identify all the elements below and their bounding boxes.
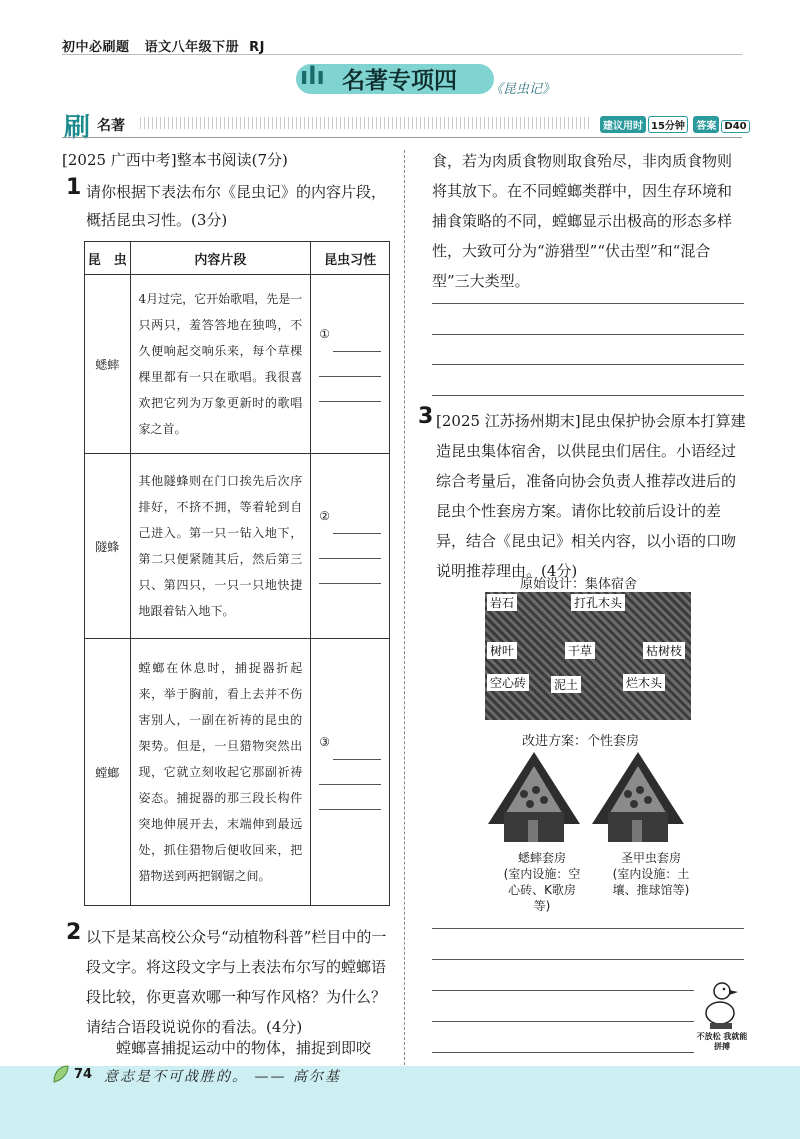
figure-caption-improved: 改进方案：个性套房 bbox=[522, 734, 640, 749]
leaf-icon bbox=[52, 1064, 70, 1084]
answer-line[interactable] bbox=[432, 990, 694, 991]
q3-text: [2025 江苏扬州期末]昆虫保护协会原本打算建造昆虫集体宿舍，以供昆虫们居住。小语经过综合考量后，准备向协会负责人推荐改进后的昆虫个性套房方案。请你比较前后设计的差异，结合《昆虫记》相关内容，以小语的口吻说明推荐理由。(4分) bbox=[436, 412, 746, 580]
q2-number: 2 bbox=[66, 920, 82, 945]
answer-line[interactable] bbox=[432, 1021, 694, 1022]
q2-text: 以下是某高校公众号“动植物科普”栏目中的一段文字。将这段文字与上表法布尔写的螳螂语段比较，你更喜欢哪一种写作风格？为什么？请结合语段说说你的看法。(4分) bbox=[86, 928, 387, 1036]
answer-line[interactable] bbox=[432, 364, 744, 365]
q2-passage-start: 螳螂喜捕捉运动中的物体，捕捉到即咬 bbox=[116, 1039, 372, 1057]
collective-dorm-photo: 岩石 打孔木头 树叶 干草 枯树枝 空心砖 泥土 烂木头 bbox=[485, 592, 691, 720]
header-rule bbox=[62, 54, 742, 55]
cricket-house bbox=[488, 752, 580, 842]
q1-text: 请你根据下表法布尔《昆虫记》的内容片段，概括昆虫习性。(3分) bbox=[86, 183, 387, 229]
answer-line[interactable] bbox=[432, 928, 744, 929]
section-shua: 刷 bbox=[64, 113, 91, 143]
running-header: 初中必刷题 语文八年级下册 RJ bbox=[62, 40, 266, 55]
section-stripe bbox=[140, 117, 590, 129]
answer-line[interactable] bbox=[432, 303, 744, 304]
time-recommendation: 建议用时 15分钟 答案 D40 bbox=[600, 116, 752, 133]
passage-continued: 食，若为肉质食物则取食殆尽，非肉质食物则将其放下。在不同螳螂类群中，因生存环境和捕食策略的不同，螳螂显示出极高的形态多样性，大致可分为“游猎型”“伏击型”和“混合型”三大类型。 bbox=[432, 152, 733, 290]
intro-line: [2025 广西中考]整本书阅读(7分) bbox=[62, 151, 288, 169]
footer-quote: 意志是不可战胜的。 —— 高尔基 bbox=[104, 1069, 341, 1085]
section-rule bbox=[62, 137, 742, 138]
figure-caption-original: 原始设计：集体宿舍 bbox=[520, 577, 638, 592]
cricket-house-caption: 蟋蟀套房 (室内设施：空心砖、K歌房等) bbox=[503, 851, 581, 913]
page-title: 名著专项四 bbox=[342, 68, 457, 94]
q3-number: 3 bbox=[418, 404, 434, 429]
column-divider bbox=[404, 150, 405, 1065]
answer-line[interactable] bbox=[432, 334, 744, 335]
table-row: 螳螂 螳螂在休息时，捕捉器折起来，举于胸前，看上去并不伤害别人，一副在祈祷的昆虫的架势。但是，一旦猎物突然出现，它就立刻收起它那副祈祷姿态。捕捉器的那三段长构件突地伸展开去，末端伸到最远处，抓住猎物后便收回来，把猎物送到两把钢锯之间。 ③ bbox=[85, 639, 390, 906]
insect-table bbox=[84, 241, 390, 906]
table-row: 蟋蟀 4月过完，它开始歌唱，先是一只两只，羞答答地在独鸣，不久便响起交响乐来，每个草棵棵里都有一只在歌唱。我很喜欢把它列为万象更新时的歌唱家之首。 ① bbox=[85, 275, 390, 454]
mascot-slogan: 不放松 我就能拼搏 bbox=[696, 1032, 748, 1051]
q1-number: 1 bbox=[66, 175, 82, 200]
table-header-row: 昆 虫 内容片段 昆虫习性 bbox=[85, 242, 390, 275]
answer-line[interactable] bbox=[432, 1052, 694, 1053]
dung-beetle-house bbox=[592, 752, 684, 842]
table-row: 隧蜂 其他隧蜂则在门口挨先后次序排好，不挤不拥，等着轮到自己进入。第一只一钻入地下，第二只便紧随其后，然后第三只、第四只，一只一只地快捷地跟着钻入地下。 ② bbox=[85, 454, 390, 639]
duck-mascot-icon bbox=[698, 975, 744, 1031]
answer-blank[interactable]: ① bbox=[311, 275, 390, 454]
insect-houses-drawing bbox=[484, 750, 694, 846]
answer-blank[interactable]: ② bbox=[311, 454, 390, 639]
bars-icon: ılı bbox=[300, 62, 325, 90]
answer-line[interactable] bbox=[432, 395, 744, 396]
dung-beetle-house-caption: 圣甲虫套房 (室内设施：土壤、推球馆等) bbox=[612, 851, 690, 897]
page-subtitle: 《昆虫记》 bbox=[490, 82, 556, 97]
section-mingzhu: 名著 bbox=[97, 118, 125, 134]
answer-line[interactable] bbox=[432, 959, 744, 960]
page-number: 74 bbox=[74, 1067, 93, 1082]
answer-blank[interactable]: ③ bbox=[311, 639, 390, 906]
